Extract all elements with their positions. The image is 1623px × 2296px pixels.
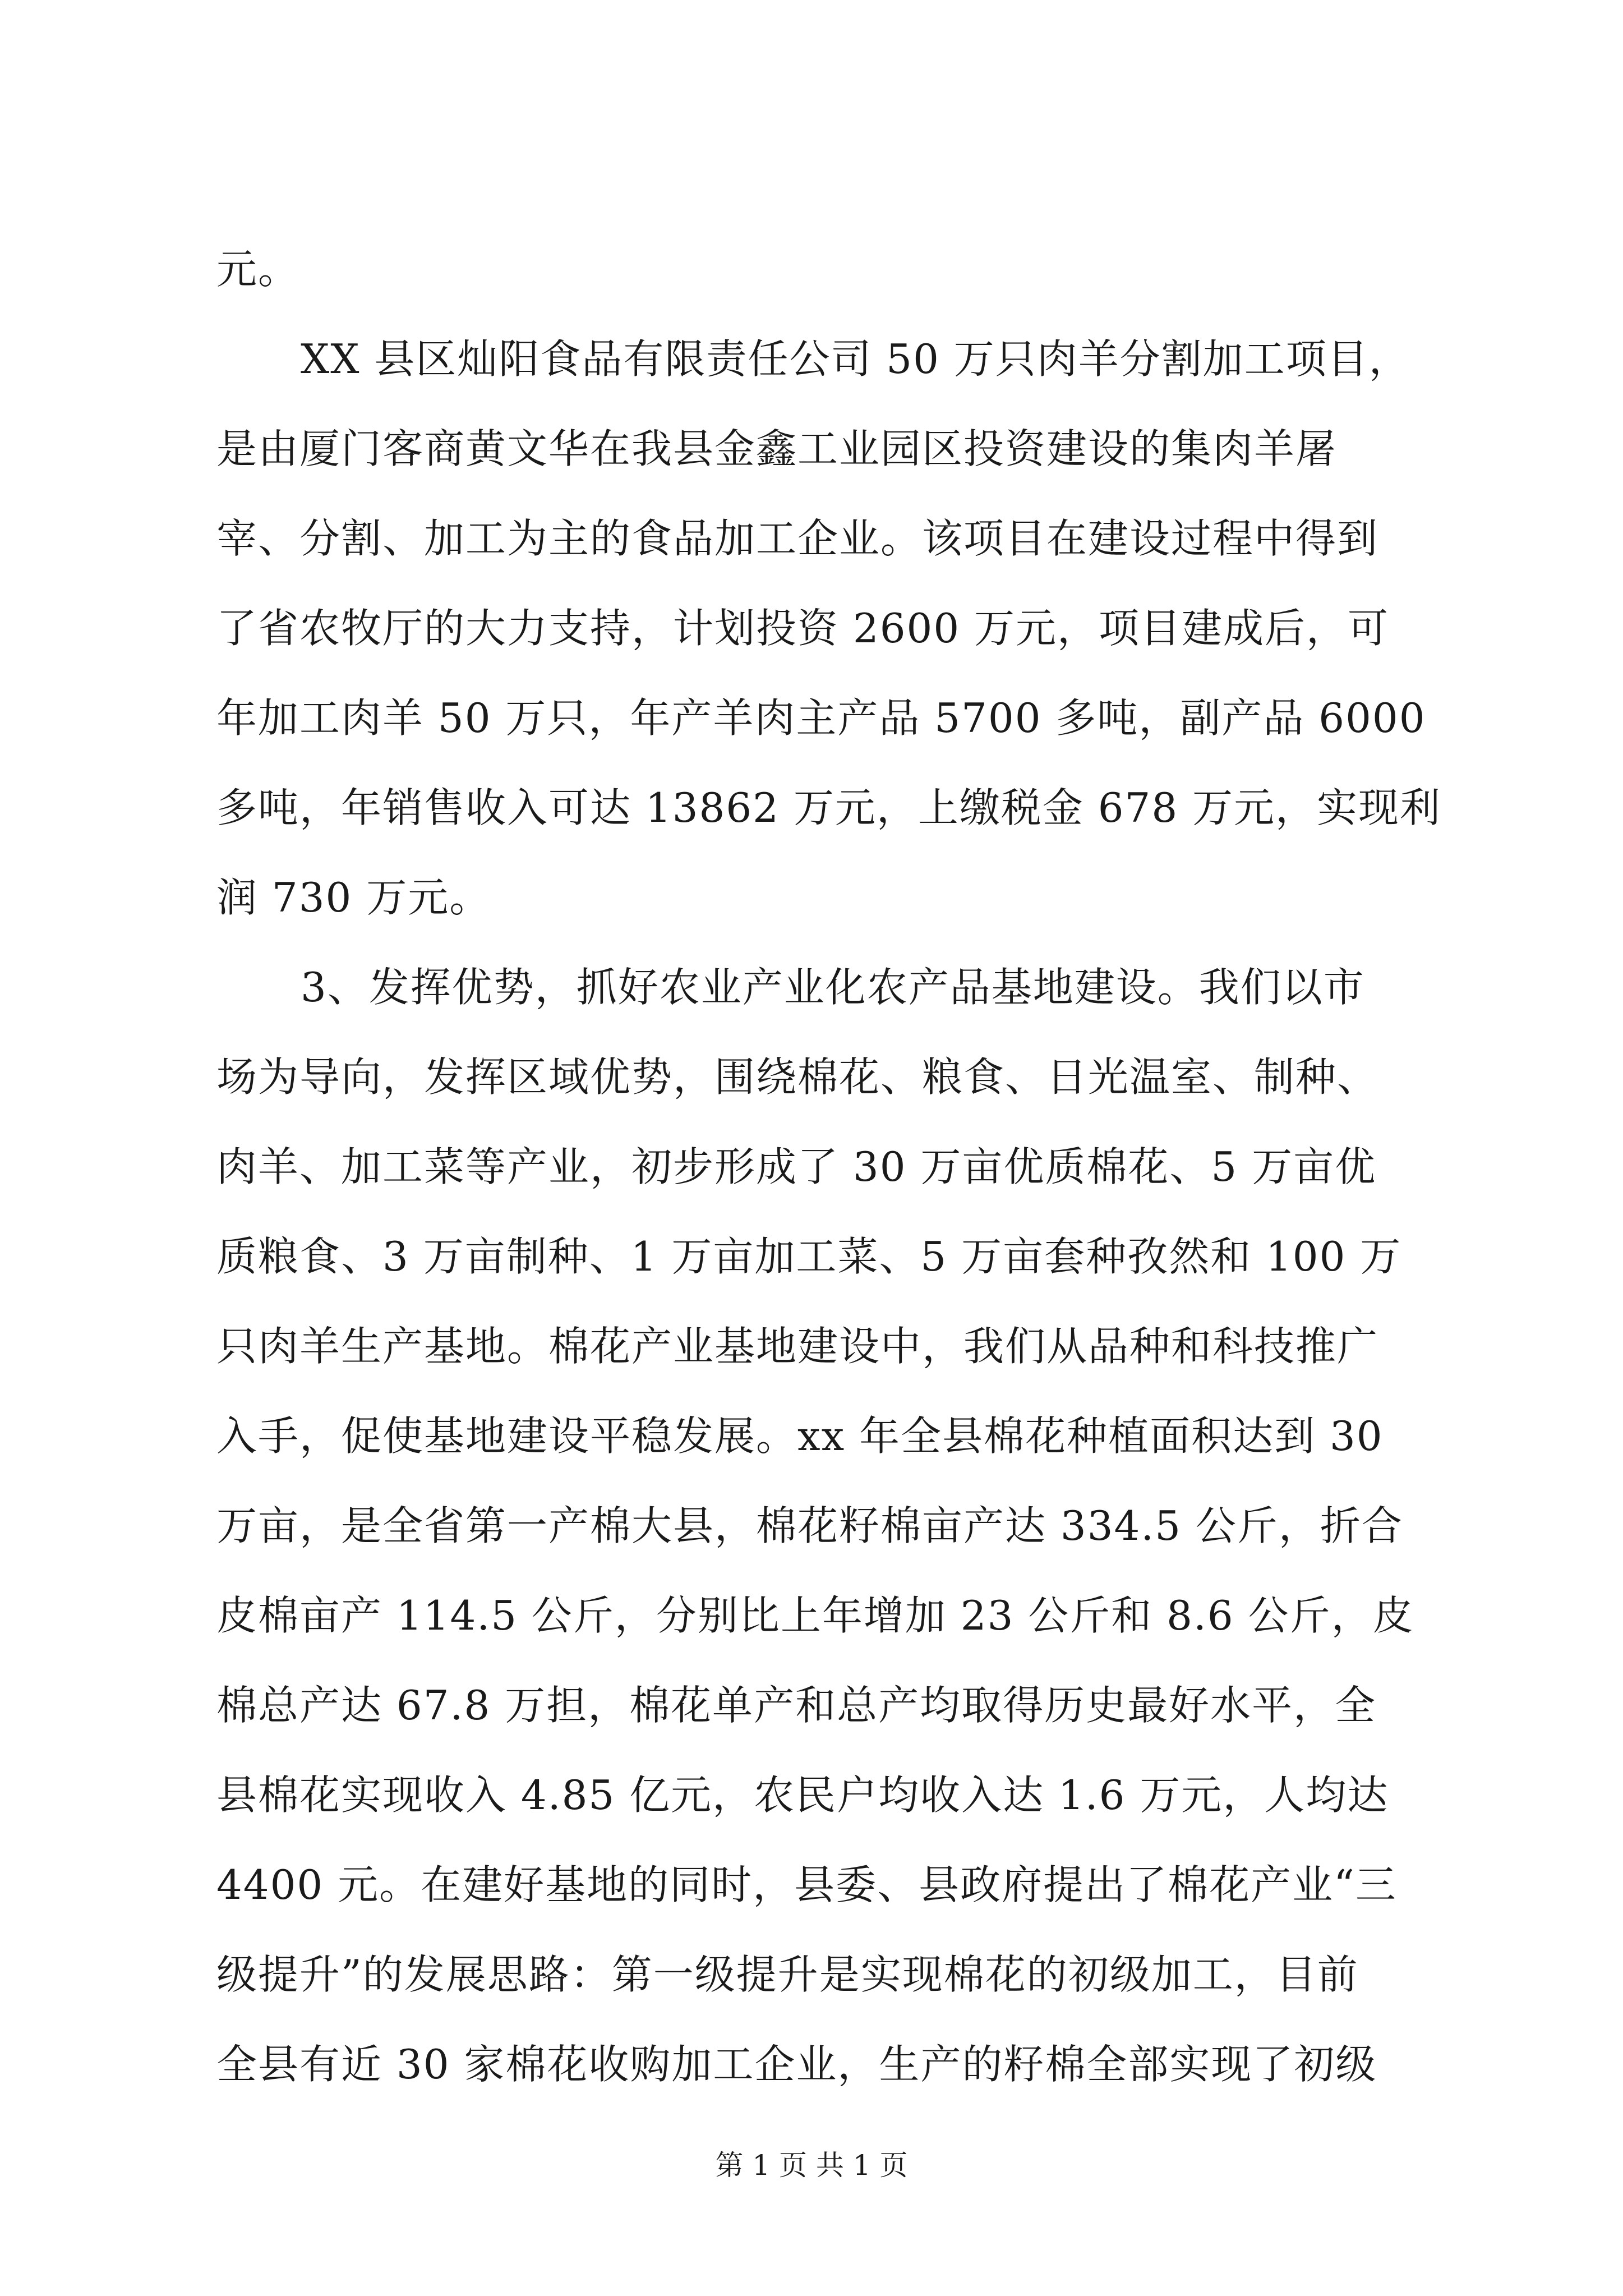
text-line: 润 730 万元。: [216, 874, 491, 921]
text-line: 4400 元。在建好基地的同时，县委、县政府提出了棉花产业“三: [216, 1861, 1397, 1908]
page-footer: 第 1 页 共 1 页: [715, 2149, 908, 2182]
text-line: XX 县区灿阳食品有限责任公司 50 万只肉羊分割加工项目，: [301, 335, 1410, 383]
text-line: 肉羊、加工菜等产业，初步形成了 30 万亩优质棉花、5 万亩优: [216, 1143, 1377, 1190]
text-line: 皮棉亩产 114.5 公斤，分别比上年增加 23 公斤和 8.6 公斤，皮: [216, 1592, 1414, 1639]
text-line: 年加工肉羊 50 万只，年产羊肉主产品 5700 多吨，副产品 6000: [216, 694, 1426, 742]
text-line: 入手，促使基地建设平稳发展。xx 年全县棉花种植面积达到 30: [216, 1412, 1384, 1460]
text-line: 宰、分割、加工为主的食品加工企业。该项目在建设过程中得到: [216, 515, 1379, 562]
text-line: 多吨，年销售收入可达 13862 万元，上缴税金 678 万元，实现利: [216, 784, 1442, 831]
text-line: 是由厦门客商黄文华在我县金鑫工业园区投资建设的集肉羊屠: [216, 425, 1338, 472]
text-line: 全县有近 30 家棉花收购加工企业，生产的籽棉全部实现了初级: [216, 2041, 1377, 2088]
text-line: 县棉花实现收入 4.85 亿元，农民户均收入达 1.6 万元，人均达: [216, 1772, 1389, 1819]
text-line: 3、发挥优势，抓好农业产业化农产品基地建设。我们以市: [301, 964, 1365, 1011]
text-line: 了省农牧厅的大力支持，计划投资 2600 万元，项目建成后，可: [216, 605, 1390, 652]
text-line: 元。: [216, 246, 300, 293]
text-line: 只肉羊生产基地。棉花产业基地建设中，我们从品种和科技推广: [216, 1323, 1379, 1370]
text-line: 质粮食、3 万亩制种、1 万亩加工菜、5 万亩套种孜然和 100 万: [216, 1233, 1402, 1280]
text-line: 级提升”的发展思路：第一级提升是实现棉花的初级加工，目前: [216, 1951, 1359, 1998]
text-line: 棉总产达 67.8 万担，棉花单产和总产均取得历史最好水平，全: [216, 1682, 1377, 1729]
text-line: 万亩，是全省第一产棉大县，棉花籽棉亩产达 334.5 公斤，折合: [216, 1502, 1403, 1549]
text-line: 场为导向，发挥区域优势，围绕棉花、粮食、日光温室、制种、: [216, 1053, 1379, 1101]
